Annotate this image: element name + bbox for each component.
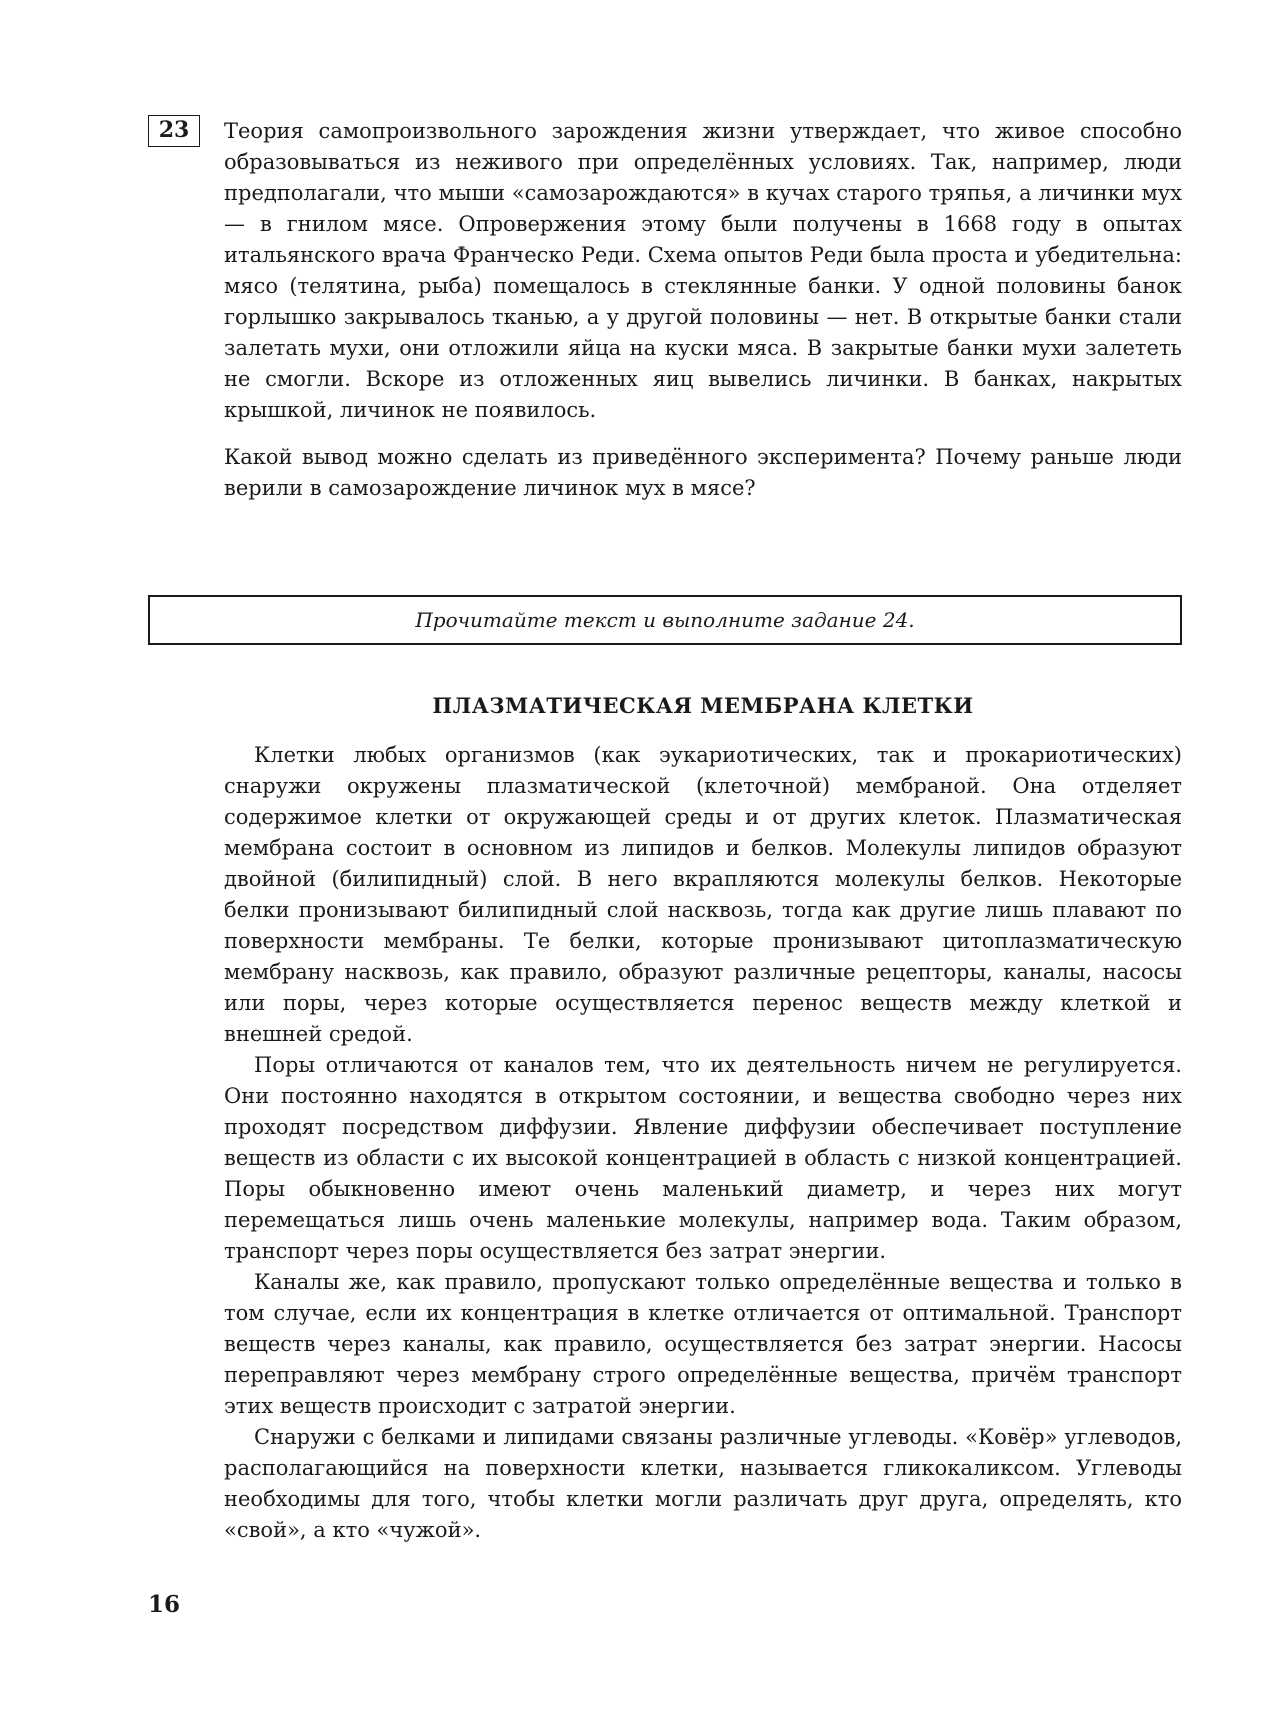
article-paragraph: Клетки любых организмов (как эукариотических, так и прокариотических) снаружи окружены плазматической (клеточной) мембраной. Она отделяет содержимое клетки от окружающей среды и от других клеток. Плазматическая мембрана состоит в основном из липидов и белков. Молекулы липидов образуют двойной (билипидный) слой. В него вкрапляются молекулы белков. Некоторые белки пронизывают билипидный слой насквозь, тогда как другие лишь плавают по поверхности мембраны. Те белки, которые пронизывают цитоплазматическую мембрану насквозь, как правило, образуют различные рецепторы, каналы, насосы или поры, через которые осуществляется перенос веществ между клеткой и внешней средой. (224, 743, 1182, 1046)
article-body (224, 740, 1182, 1546)
article-paragraph: Поры отличаются от каналов тем, что их деятельность ничем не регулируется. Они постоянно находятся в открытом состоянии, и вещества свободно через них проходят посредством диффузии. Явление диффузии обеспечивает поступление веществ из области с их высокой концентрацией в область с низкой концентрацией. Поры обыкновенно имеют очень маленький диаметр, и через них могут перемещаться лишь очень маленькие молекулы, например вода. Таким образом, транспорт через поры осуществляется без затрат энергии. (224, 1053, 1182, 1263)
article-paragraph: Каналы же, как правило, пропускают только определённые вещества и только в том случае, если их концентрация в клетке отличается от оптимальной. Транспорт веществ через каналы, как правило, осуществляется без затрат энергии. Насосы переправляют через мембрану строго определённые вещества, причём транспорт этих веществ происходит с затратой энергии. (224, 1270, 1182, 1418)
instruction-box: Прочитайте текст и выполните задание 24. (148, 595, 1182, 645)
article-paragraph: Снаружи с белками и липидами связаны различные углеводы. «Ковёр» углеводов, располагающийся на поверхности клетки, называется гликокаликсом. Углеводы необходимы для того, чтобы клетки могли различать друг друга, определять, кто «свой», а кто «чужой». (224, 1425, 1182, 1542)
task-text (224, 116, 1182, 504)
article-title: ПЛАЗМАТИЧЕСКАЯ МЕМБРАНА КЛЕТКИ (432, 693, 974, 718)
task-number: 23 (148, 115, 200, 147)
task-paragraph: Теория самопроизвольного зарождения жизни утверждает, что живое способно образовываться из неживого при определённых условиях. Так, например, люди предполагали, что мыши «самозарождаются» в кучах старого тряпья, а личинки мух — в гнилом мясе. Опровержения этому были получены в 1668 году в опытах итальянского врача Франческо Реди. Схема опытов Реди была проста и убедительна: мясо (телятина, рыба) помещалось в стеклянные банки. У одной половины банок горлышко закрывалось тканью, а у другой половины — нет. В открытые банки стали залетать мухи, они отложили яйца на куски мяса. В закрытые банки мухи залететь не смогли. Вскоре из отложенных яиц вывелись личинки. В банках, накрытых крышкой, личинок не появилось. (224, 119, 1182, 422)
page-number: 16 (148, 1591, 181, 1618)
task-question: Какой вывод можно сделать из приведённого эксперимента? Почему раньше люди верили в самозарождение личинок мух в мясе? (224, 445, 1182, 500)
